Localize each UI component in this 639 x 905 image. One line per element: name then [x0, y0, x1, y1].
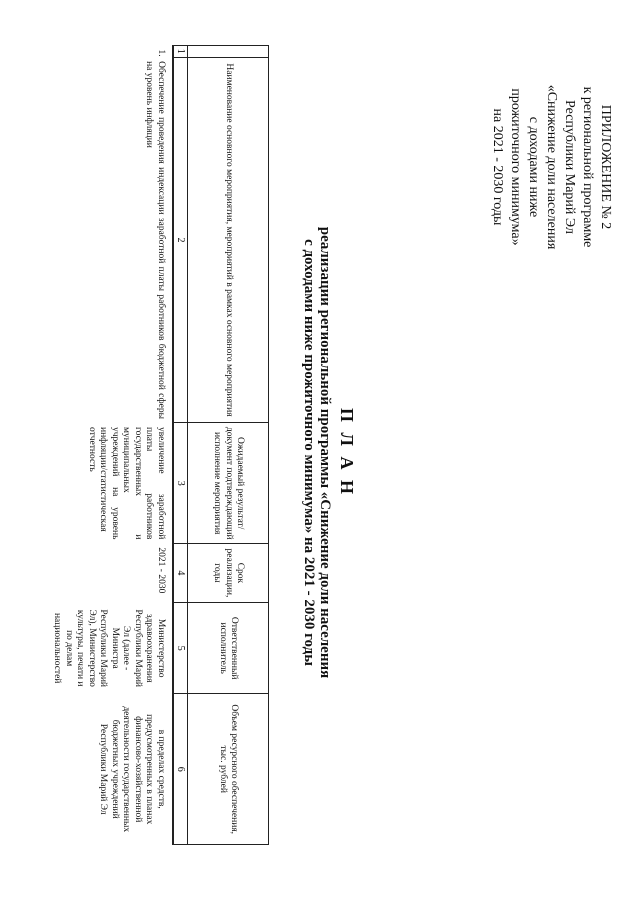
- row-expected-result: увеличение заработной платы работников государственных и муниципальных учреждений на уровень инфляции/статистическая отчетность: [87, 426, 166, 540]
- header-expected-result: Ожидаемый результат/ документ подтверждающий исполнение мероприятия: [188, 423, 269, 543]
- header-term: Срок реализации, годы: [188, 543, 269, 602]
- appendix-line: прожиточного минимума»: [508, 88, 523, 246]
- row-index: 1.: [156, 49, 166, 57]
- column-number: 1: [173, 46, 188, 58]
- appendix-line: «Снижение доли населения: [544, 84, 559, 250]
- plan-table: [0, 45, 269, 845]
- appendix-line: ПРИЛОЖЕНИЕ № 2: [598, 104, 613, 230]
- row-executor: Министерство здравоохранения Республики Марий Эл (далее - Министра Республики Марий Эл), Министерство культуры, печати и по делам национальностей: [52, 609, 166, 687]
- row-activity-name: Обеспечение проведения индексации заработной платы работников бюджетной сферы на уровень инфляции: [144, 61, 166, 419]
- column-number: 4: [173, 543, 188, 602]
- row-resources: в пределах средств, предусмотренных в планах финансово-хозяйственной деятельности государственных бюджетных учреждений Республики Марий Эл: [98, 706, 166, 833]
- document-title: П Л А Н: [337, 408, 357, 497]
- column-number: 2: [173, 57, 188, 423]
- column-number: 6: [173, 694, 188, 845]
- table-row: [0, 46, 173, 845]
- document-subtitle-line-2: с доходами ниже прожиточного минимума» на 2021 - 2030 годы: [301, 239, 317, 666]
- document-subtitle-line-1: реализации региональной программы «Снижение доли населения: [317, 226, 333, 679]
- header-index: [188, 46, 269, 58]
- header-executor: Ответственный исполнитель: [188, 602, 269, 693]
- appendix-line: к региональной программе: [580, 86, 595, 248]
- column-number-row: [173, 46, 188, 845]
- header-resources: Объем ресурсного обеспечения, тыс. рублей: [188, 694, 269, 845]
- appendix-heading: [488, 42, 614, 292]
- appendix-line: с доходами ниже: [526, 116, 541, 218]
- column-number: 5: [173, 602, 188, 693]
- column-number: 3: [173, 423, 188, 543]
- table-header-row: [188, 46, 269, 845]
- appendix-line: Республики Марий Эл: [562, 100, 577, 234]
- row-term: 2021 - 2030: [156, 547, 166, 594]
- header-activity-name: Наименование основного мероприятия, мероприятий в рамках основного мероприятия: [188, 57, 269, 423]
- appendix-line: на 2021 - 2030 годы: [490, 108, 505, 226]
